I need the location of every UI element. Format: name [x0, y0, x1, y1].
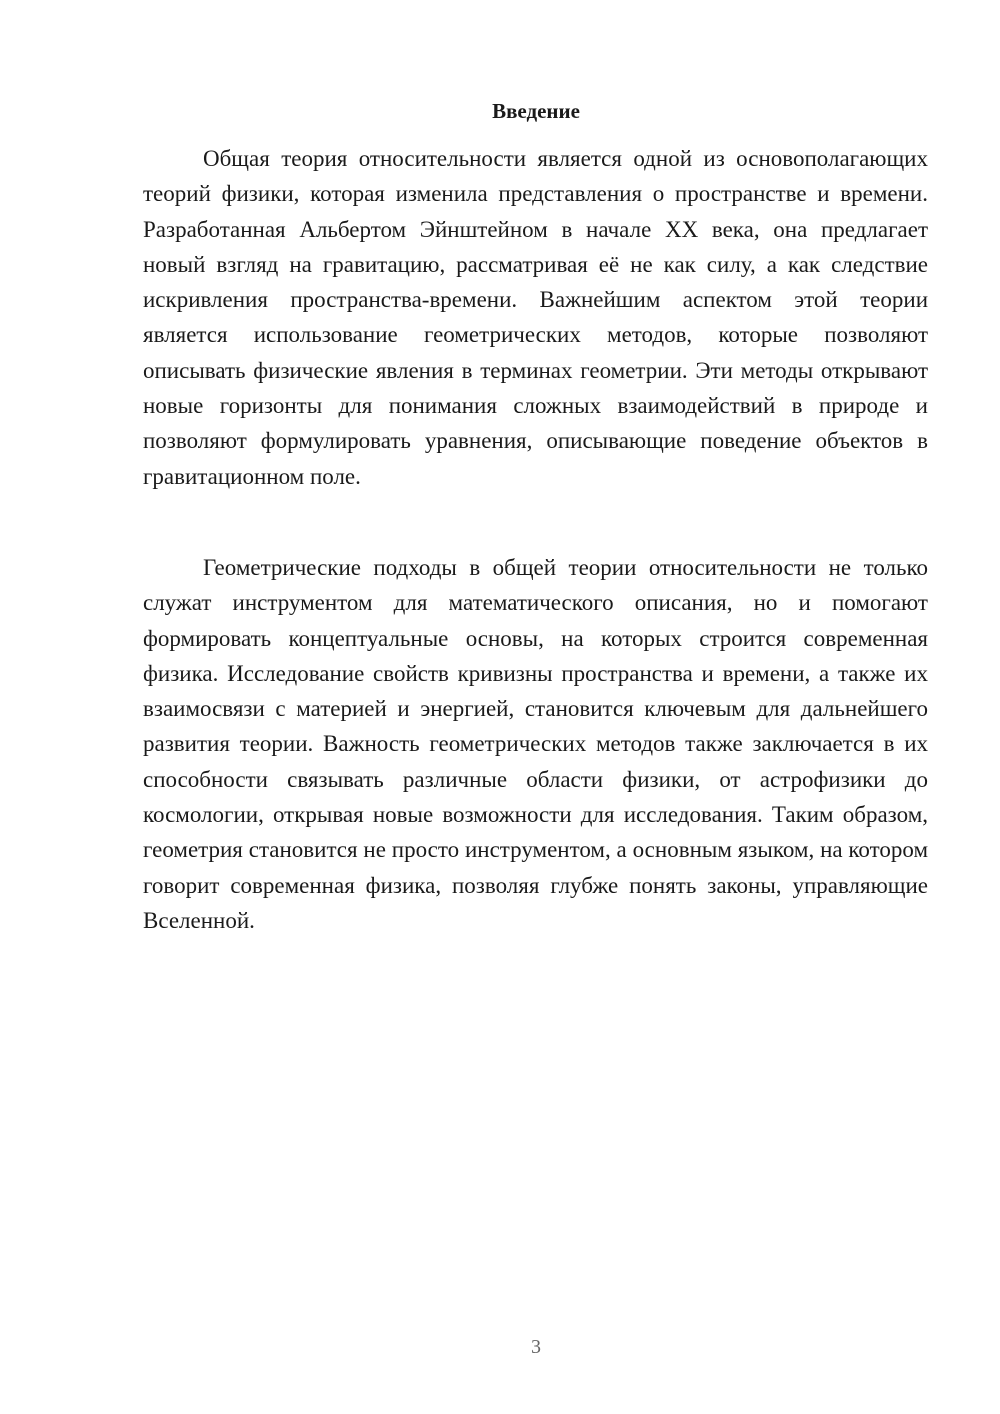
- paragraph-2: Геометрические подходы в общей теории относительности не только служат инструментом для математического описания, но и помогают формировать концептуальные основы, на которых строится современная физика. Исследование свойств кривизны пространства и времени, а также их взаимосвязи с материей и энергией, становится ключевым для дальнейшего развития теории. Важность геометрических методов также заключается в их способности связывать различные области физики, от астрофизики до космологии, открывая новые возможности для исследования. Таким образом, геометрия становится не просто инструментом, а основным языком, на котором говорит современная физика, позволяя глубже понять законы, управляющие Вселенной.: [143, 555, 928, 933]
- section-heading: Введение: [492, 99, 580, 123]
- paragraph-1: Общая теория относительности является одной из основополагающих теорий физики, которая изменила представления о пространстве и времени. Разработанная Альбертом Эйнштейном в начале XX века, она предлагает новый взгляд на гравитацию, рассматривая её не как силу, а как следствие искривления пространства-времени. Важнейшим аспектом этой теории является использование геометрических методов, которые позволяют описывать физические явления в терминах геометрии. Эти методы открывают новые горизонты для понимания сложных взаимодействий в природе и позволяют формулировать уравнения, описывающие поведение объектов в гравитационном поле.: [143, 146, 928, 489]
- page-number: 3: [531, 1336, 541, 1358]
